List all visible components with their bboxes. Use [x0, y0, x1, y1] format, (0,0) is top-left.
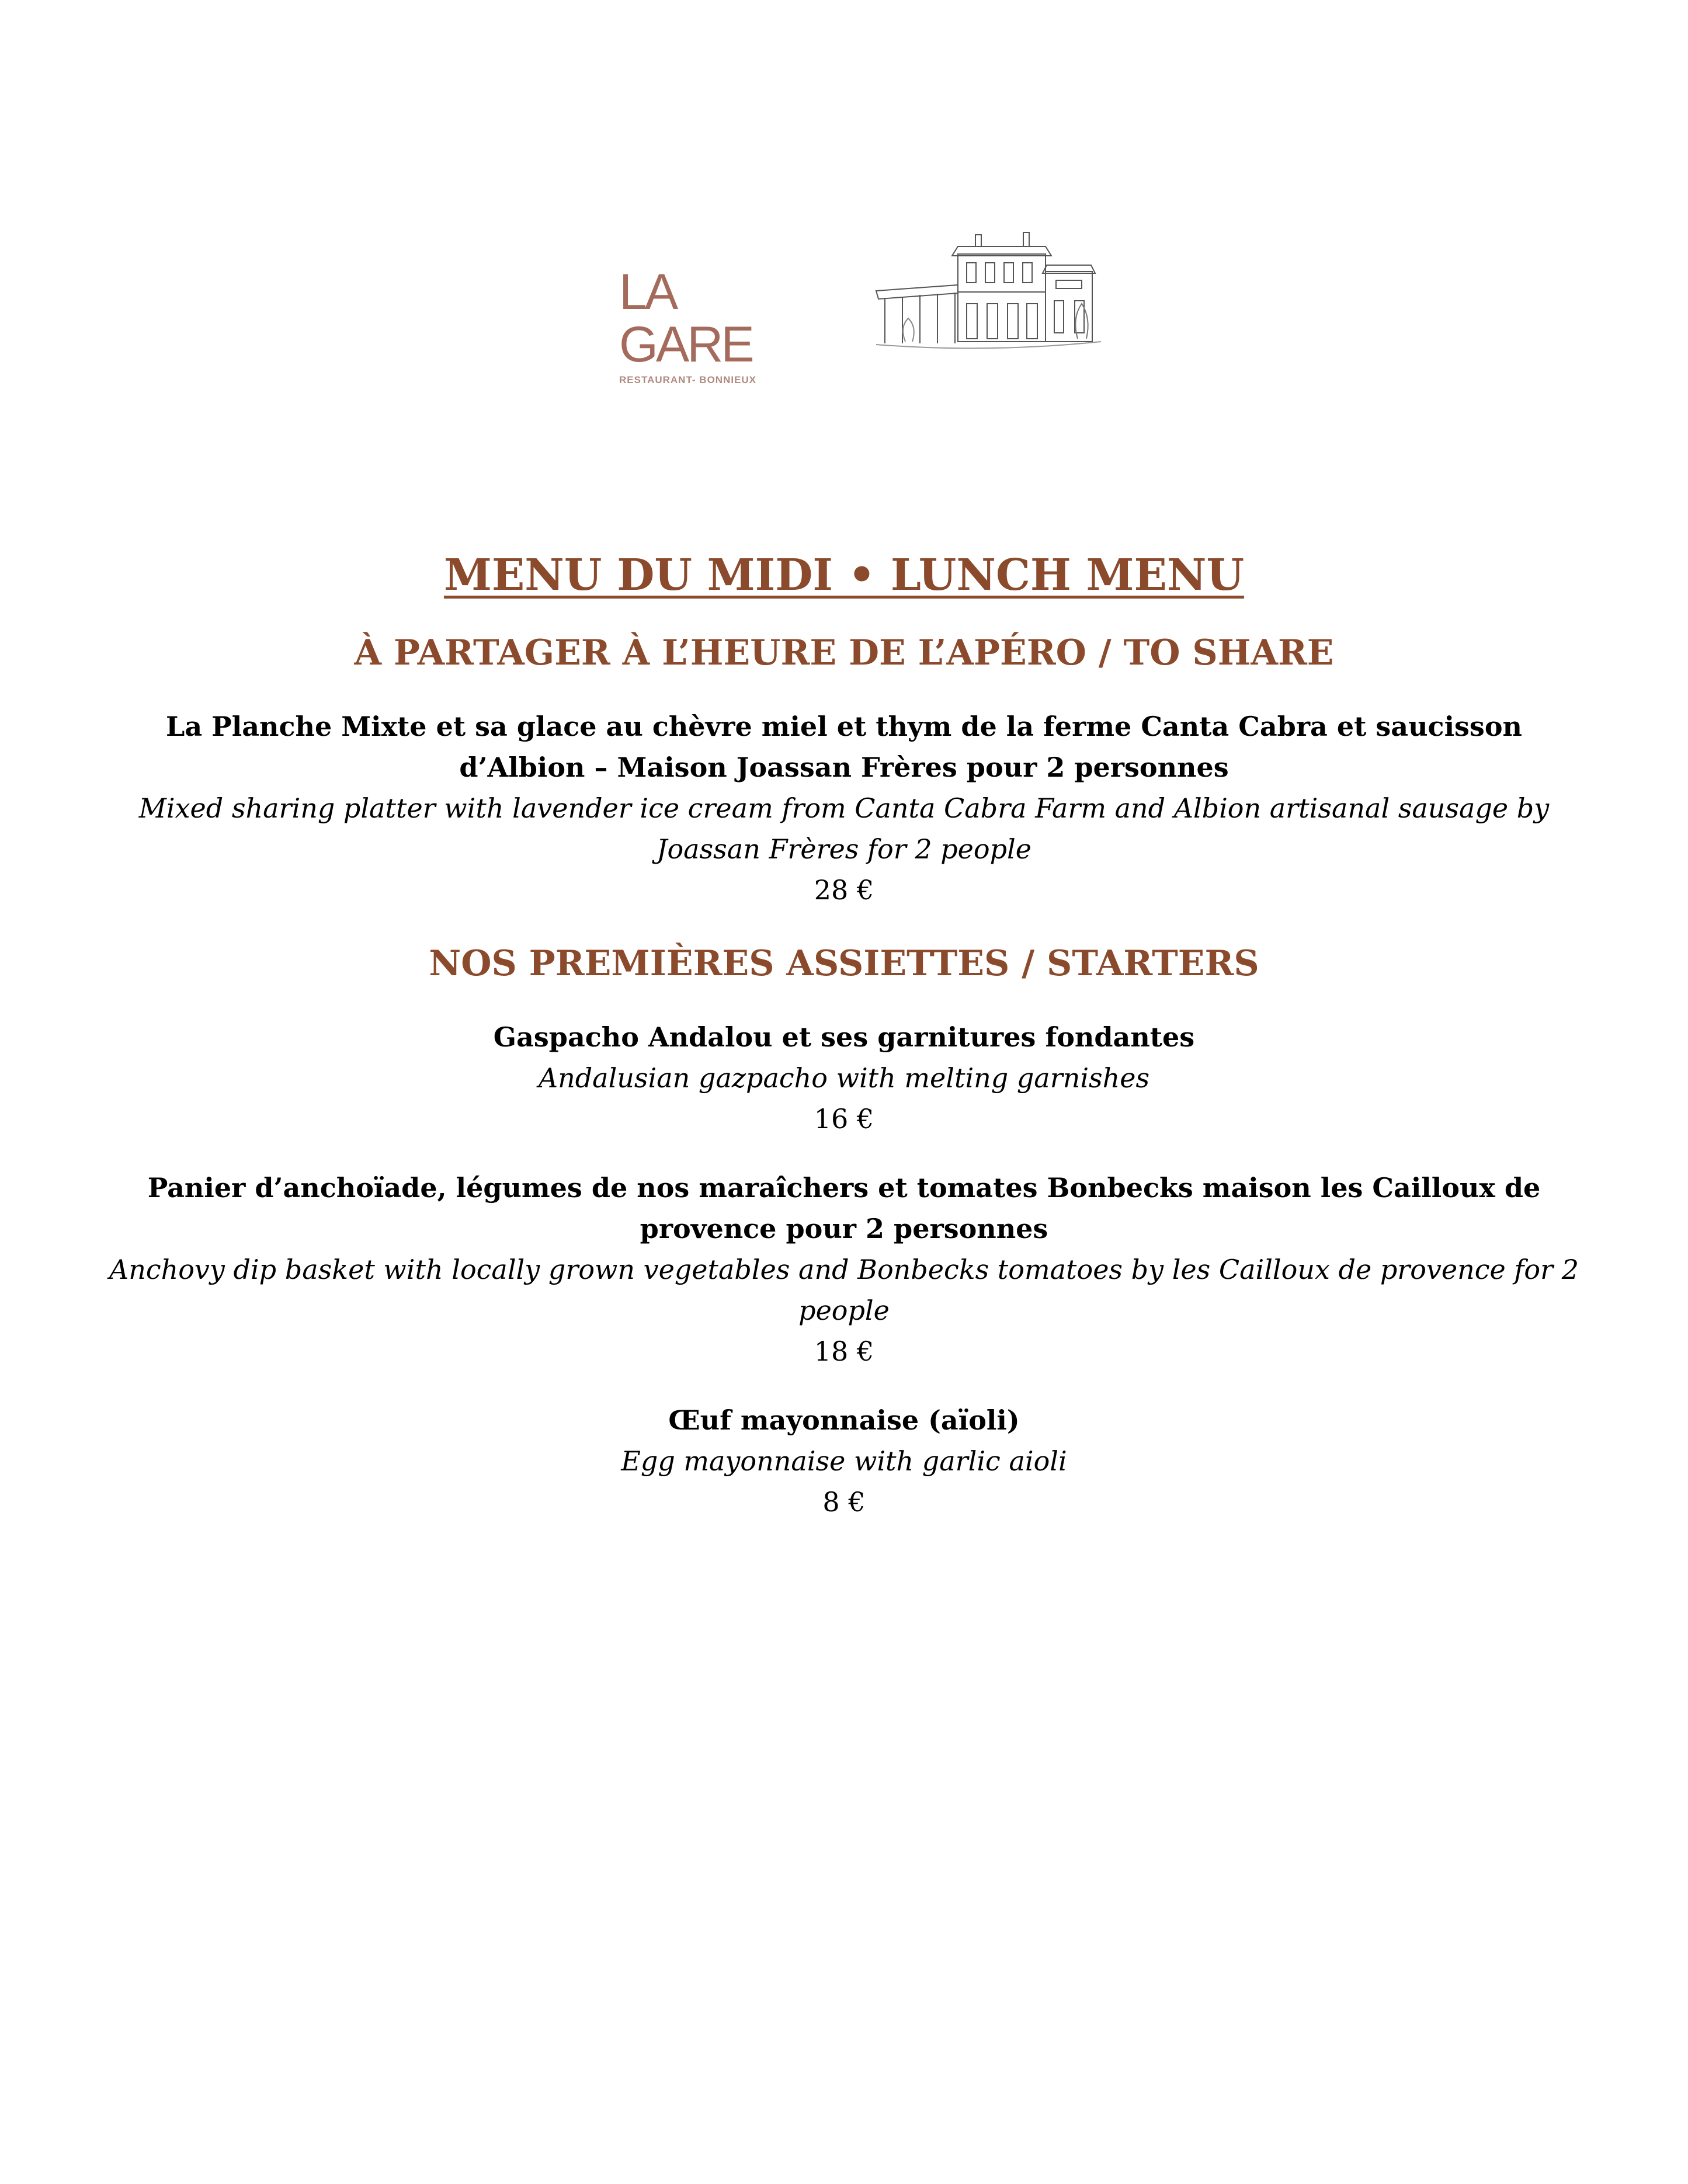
- logo-wordmark: LA GARE: [619, 264, 752, 373]
- restaurant-logo: [619, 264, 794, 385]
- section-to-share: [105, 628, 1583, 910]
- menu-title: MENU DU MIDI • LUNCH MENU: [443, 550, 1245, 600]
- menu-item: [105, 1400, 1583, 1522]
- dish-price: 16 €: [814, 1103, 874, 1135]
- dish-description: Mixed sharing platter with lavender ice cream from Canta Cabra Farm and Albion artisanal sausage by Joassan Frères for 2 people: [138, 792, 1550, 865]
- dish-name: La Planche Mixte et sa glace au chèvre miel et thym de la ferme Canta Cabra et saucisson d’Albion – Maison Joassan Frères pour 2 personnes: [166, 711, 1522, 783]
- dish-price: 8 €: [822, 1486, 866, 1518]
- dish-name: Panier d’anchoïade, légumes de nos maraîchers et tomates Bonbecks maison les Cailloux de provence pour 2 personnes: [147, 1172, 1541, 1244]
- menu-item: [105, 1017, 1583, 1139]
- dish-price: 28 €: [814, 874, 874, 906]
- section-starters: [105, 938, 1583, 1522]
- train-station-illustration: [870, 222, 1104, 362]
- section-title: À PARTAGER À L’HEURE DE L’APÉRO / TO SHARE: [354, 632, 1334, 673]
- dish-name: Gaspacho Andalou et ses garnitures fondantes: [493, 1021, 1195, 1053]
- section-title: NOS PREMIÈRES ASSIETTES / STARTERS: [429, 943, 1259, 984]
- dish-description: Anchovy dip basket with locally grown vegetables and Bonbecks tomatoes by les Cailloux de provence for 2 people: [109, 1254, 1579, 1326]
- dish-description: Egg mayonnaise with garlic aioli: [621, 1445, 1067, 1477]
- logo-subtitle: RESTAURANT- BONNIEUX: [619, 374, 757, 385]
- dish-name: Œuf mayonnaise (aïoli): [668, 1404, 1020, 1436]
- dish-price: 18 €: [814, 1336, 874, 1367]
- dish-description: Andalusian gazpacho with melting garnishes: [538, 1062, 1150, 1094]
- menu-item: [105, 1167, 1583, 1372]
- menu-content: [105, 546, 1583, 1550]
- menu-item: [105, 706, 1583, 910]
